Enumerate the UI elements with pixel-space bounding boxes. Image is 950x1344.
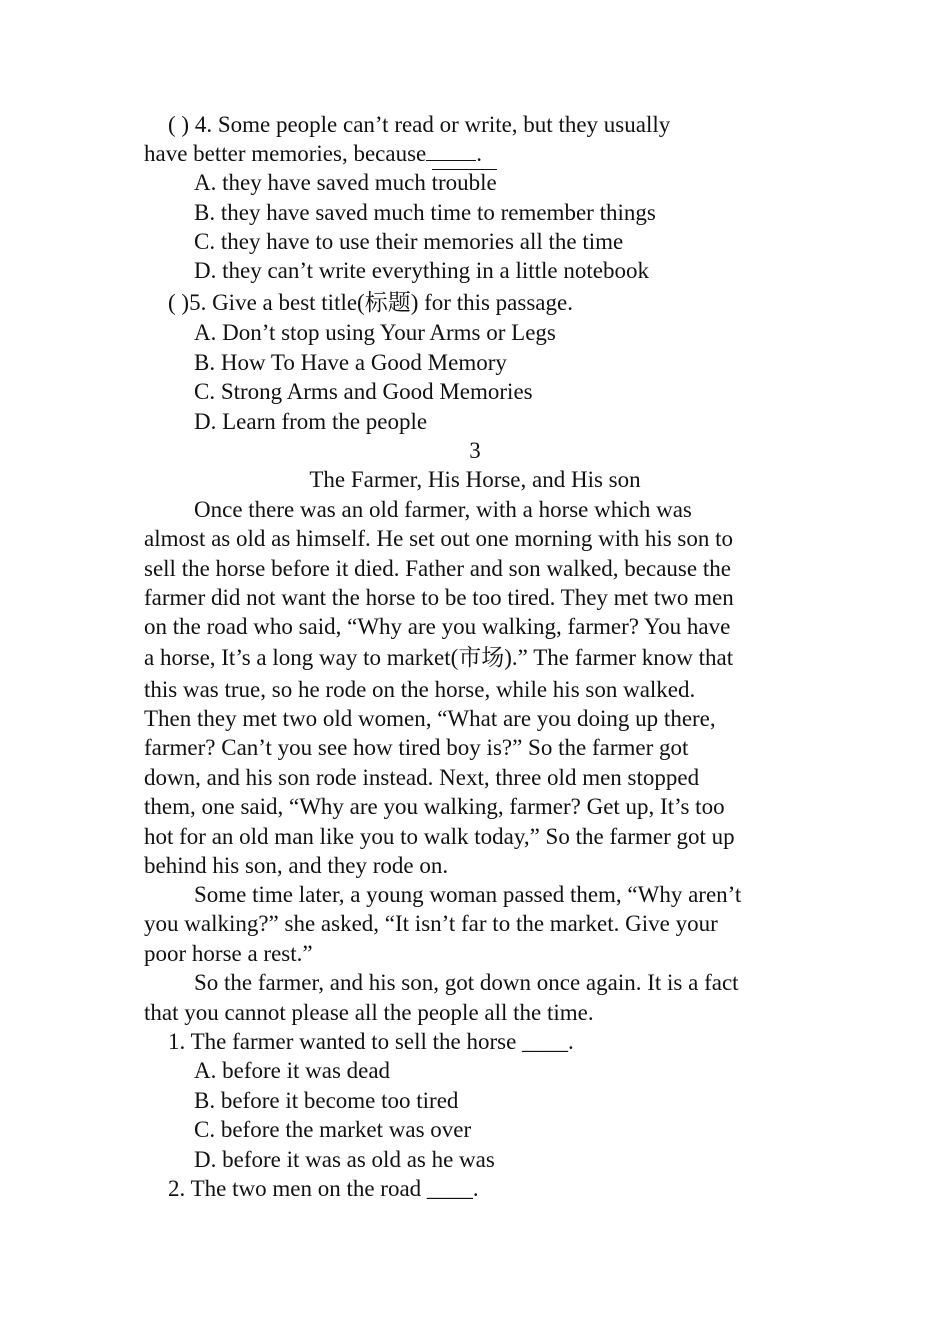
q5-option-b: B. How To Have a Good Memory <box>194 350 507 375</box>
passage-line: that you cannot please all the people all the time. <box>144 1000 594 1025</box>
p3-q1-stem: 1. The farmer wanted to sell the horse ____. <box>168 1029 574 1054</box>
p3-q1-option-a: A. before it was dead <box>194 1058 391 1083</box>
q4-option-a <box>194 168 497 197</box>
p3-q2-stem: 2. The two men on the road ____. <box>168 1176 479 1201</box>
q4-stem-line2-end: . <box>476 141 483 166</box>
q4-stem-line2 <box>144 139 482 168</box>
passage-line: them, one said, “Why are you walking, farmer? Get up, It’s too <box>144 794 725 819</box>
q4-option-a-tail: trouble <box>431 170 497 195</box>
passage-line: Then they met two old women, “What are you doing up there, <box>144 706 716 731</box>
passage-line: farmer did not want the horse to be too tired. They met two men <box>144 585 734 610</box>
passage-line: sell the horse before it died. Father and son walked, because the <box>144 556 731 581</box>
passage-title: The Farmer, His Horse, and His son <box>309 467 641 492</box>
passage-line: Once there was an old farmer, with a horse which was <box>194 497 692 522</box>
q4-stem-line2-text: have better memories, because <box>144 141 427 166</box>
passage-line: farmer? Can’t you see how tired boy is?” So the farmer got <box>144 735 689 760</box>
q5-option-c: C. Strong Arms and Good Memories <box>194 379 533 404</box>
passage-line: on the road who said, “Why are you walking, farmer? You have <box>144 614 731 639</box>
q4-stem-line1: ( ) 4. Some people can’t read or write, but they usually <box>168 112 671 137</box>
passage-line: hot for an old man like you to walk today,” So the farmer got up <box>144 824 735 849</box>
passage-line: almost as old as himself. He set out one morning with his son to <box>144 526 734 551</box>
passage-line: So the farmer, and his son, got down once again. It is a fact <box>194 970 739 995</box>
q4-option-c: C. they have to use their memories all the time <box>194 229 624 254</box>
q4-option-d: D. they can’t write everything in a little notebook <box>194 258 649 283</box>
answer-blank <box>426 142 476 161</box>
passage-line: down, and his son rode instead. Next, three old men stopped <box>144 765 700 790</box>
q5-option-d: D. Learn from the people <box>194 409 428 434</box>
p3-q1-option-d: D. before it was as old as he was <box>194 1147 495 1172</box>
passage-line: you walking?” she asked, “It isn’t far to the market. Give your <box>144 911 718 936</box>
passage-line: this was true, so he rode on the horse, while his son walked. <box>144 677 696 702</box>
passage-number: 3 <box>469 438 481 463</box>
p3-q1-option-b: B. before it become too tired <box>194 1088 459 1113</box>
p3-q1-option-c: C. before the market was over <box>194 1117 472 1142</box>
q4-option-b: B. they have saved much time to remember things <box>194 200 656 225</box>
passage-line: poor horse a rest.” <box>144 941 313 966</box>
passage-line: behind his son, and they rode on. <box>144 853 449 878</box>
q5-stem: ( )5. Give a best title(标题) for this passage. <box>168 290 573 315</box>
q4-option-a-text: A. they have saved much <box>194 170 432 195</box>
q5-option-a: A. Don’t stop using Your Arms or Legs <box>194 320 556 345</box>
passage-line: Some time later, a young woman passed them, “Why aren’t <box>194 882 742 907</box>
passage-line: a horse, It’s a long way to market(市场).” The farmer know that <box>144 645 734 670</box>
